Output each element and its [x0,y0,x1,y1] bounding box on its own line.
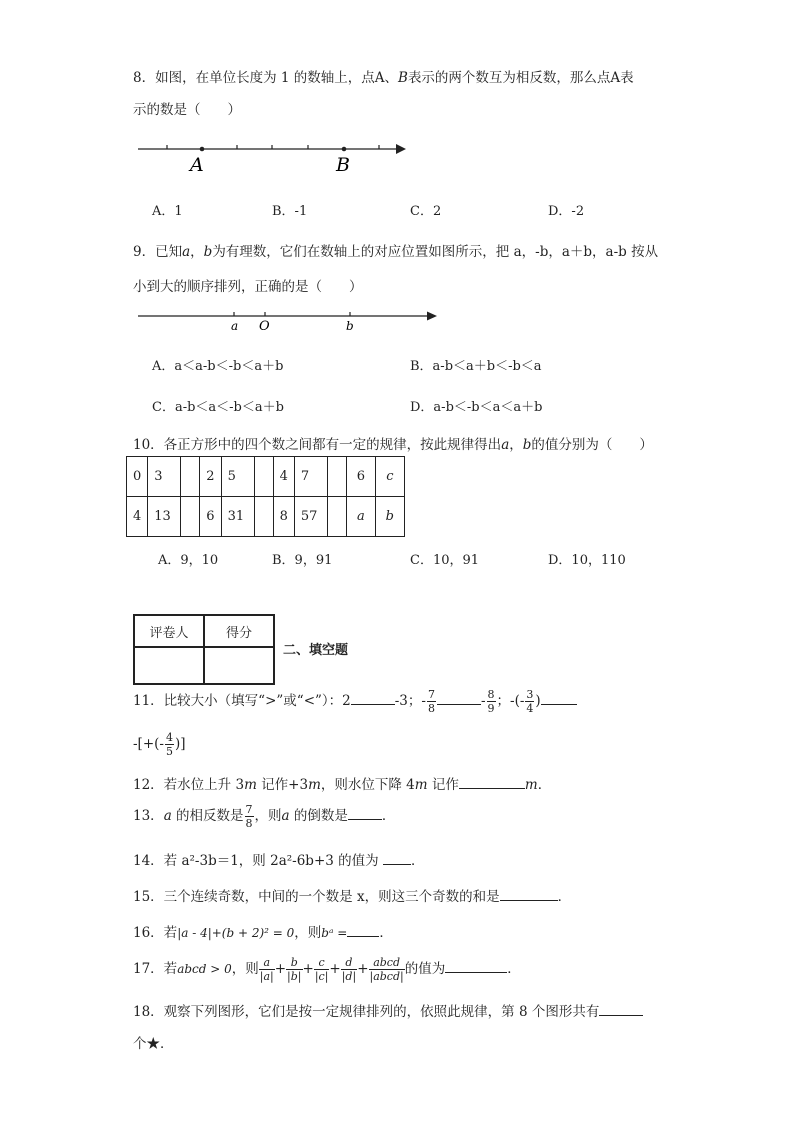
frac-den: |b| [287,970,302,983]
q8-option-c[interactable]: C．2 [410,204,442,219]
q12-prefix: 12．若水位上升 3 [133,777,245,793]
q10-suffix: 的值分别为（ ） [531,437,653,453]
q9-number-line [130,306,450,336]
q11-line2-prefix: -[+(- [133,736,164,752]
q12-unit: m [308,777,321,793]
q8-option-b[interactable]: B．-1 [272,204,308,219]
q9-suffix: 按从 [631,244,659,260]
q11-frac-4 [165,731,174,758]
q9-axis-label-a: a [231,319,239,333]
table-cell: 6 [346,457,375,497]
q13-var: a [163,808,172,824]
q17-term-1 [259,956,275,983]
q12-blank[interactable] [459,776,525,789]
table-cell [254,457,273,497]
q10-option-a[interactable]: A．9，10 [158,553,219,568]
table-cell: b [375,497,404,537]
q13-blank[interactable] [348,807,382,820]
table-cell: c [375,457,404,497]
table-cell: 6 [200,497,221,537]
q9-var-a: a [182,244,191,260]
q9-prefix: 9．已知 [133,244,183,260]
q18-text: 18．观察下列图形，它们是按一定规律排列的，依照此规律，第 8 个图形共有 [133,1004,600,1020]
q15-line [133,885,571,905]
q17-plus: + [357,961,369,977]
q10-option-b[interactable]: B．9，91 [272,553,333,568]
q12-line [133,773,551,793]
q14-blank[interactable] [383,852,411,865]
frac-num: 8 [487,688,495,701]
q14-line [133,849,424,869]
q13-mid: 的相反数是 [171,808,244,824]
q12-mid2: ，则水位下降 4 [320,777,415,793]
section-heading: 二、填空题 [283,643,349,658]
q12-mid: 记作+3 [256,777,309,793]
q15-text: 15．三个连续奇数，中间的一个数是 x，则这三个奇数的和是 [133,889,500,905]
table-cell: 7 [294,457,327,497]
q12-unit: m [524,777,538,793]
q17-term-2 [286,956,302,983]
q13-suffix: 的倒数是 [289,808,348,824]
table-row [127,457,405,497]
q8-text-a: 8．如图，在单位长度为 1 的数轴上，点A、 [133,70,399,86]
q13-end: ． [381,808,396,824]
q14-text: 14．若 a²-3b＝1，则 2a²-6b+3 的值为 [133,853,379,869]
q9-option-c[interactable]: C．a-b＜a＜-b＜a＋b [152,400,284,415]
q9-option-b[interactable]: B．a-b＜a＋b＜-b＜a [410,359,542,374]
q11-blank-1[interactable] [351,692,395,705]
q17-condition: abcd > 0 [177,962,232,976]
q17-mid: ，则 [231,961,259,977]
q12-mid3: 记作 [427,777,459,793]
q11-blank-3[interactable] [541,692,577,705]
q8-point-a-dot [200,147,205,152]
table-cell [327,457,346,497]
table-cell: 4 [273,457,294,497]
q17-plus: + [329,961,341,977]
frac-num: d [341,956,357,970]
q8-axis-label-a: A [190,154,204,176]
q10-prefix: 10．各正方形中的四个数之间都有一定的规律，按此规律得出 [133,437,502,453]
table-cell [181,457,200,497]
table-cell [327,497,346,537]
score-header-score: 得分 [204,615,274,647]
q9-var-b: b [203,244,213,260]
q13-line [133,801,395,831]
q17-suffix: 的值为 [404,961,446,977]
q9-line2: 小到大的顺序排列，正确的是（ ） [133,279,363,295]
q9-mid: 为有理数，它们在数轴上的对应位置如图所示，把 [212,244,510,260]
score-header-grader: 评卷人 [134,615,204,647]
q8-point-b-dot [342,147,347,152]
frac-num: c [314,956,330,970]
q17-plus: + [274,961,287,977]
table-cell: 4 [127,497,148,537]
q11-frac-3 [525,688,534,715]
q8-axis-label-b: B [336,154,350,176]
q11-line2 [133,729,186,759]
table-row [127,497,405,537]
q11-close: ) [535,693,541,709]
q9-axis-label-b: b [346,319,354,333]
q10-var-b: b [522,437,532,453]
q12-unit: m [414,777,428,793]
q13-prefix: 13． [133,808,164,824]
table-cell: 8 [273,497,294,537]
table-cell: 31 [221,497,254,537]
q8-text-b: 表示的两个数互为相反数，那么点A表 [407,70,634,86]
q16-end: ． [379,925,393,941]
q16-prefix: 16．若 [133,925,178,941]
score-value-cell[interactable] [204,647,274,684]
frac-num: 7 [427,688,435,701]
q11-line1 [133,686,577,716]
q17-end: ． [507,961,521,977]
q11-prefix: 11．比较大小（填写“>”或“<”）：2 [133,693,351,709]
table-cell: 0 [127,457,148,497]
table-cell: 3 [148,457,181,497]
frac-den: |abcd| [369,970,404,983]
frac-num: a [259,956,275,970]
frac-den: |c| [314,970,329,983]
frac-num: abcd [369,956,405,970]
table-cell [254,497,273,537]
q17-blank[interactable] [445,960,507,973]
table-cell [181,497,200,537]
q9-option-d[interactable]: D．a-b＜-b＜a＜a＋b [410,400,543,415]
q9-line1 [133,240,658,260]
q16-blank[interactable] [347,924,379,937]
q16-power: bᵃ = [321,926,348,940]
q17-term-5 [369,956,405,983]
table-cell: 5 [221,457,254,497]
q8-option-d[interactable]: D．-2 [548,204,585,219]
q12-unit: m [244,777,257,793]
q11-frac-2 [487,688,496,715]
q8-number-line [130,136,420,181]
q14-end: ． [410,853,425,869]
table-cell: 57 [294,497,327,537]
q11-blank-2[interactable] [437,692,481,705]
score-grader-cell[interactable] [134,647,204,684]
q9-sep: ， [190,244,204,260]
q10-option-c[interactable]: C．10，91 [410,553,480,568]
frac-den: 4 [526,702,534,715]
score-table [133,614,275,685]
q8-option-a[interactable]: A．1 [152,204,183,219]
table-cell: a [346,497,375,537]
q17-term-3 [314,956,330,983]
q9-option-a[interactable]: A．a＜a-b＜-b＜a＋b [152,359,284,374]
frac-den: |d| [341,970,357,983]
q10-line1 [133,433,653,453]
frac-num: 7 [245,803,253,816]
q9-list: a，-b，a＋b，a-b [509,244,632,260]
q9-axis-label-o: O [259,319,270,334]
q15-end: ． [557,889,572,905]
frac-num: b [286,956,302,970]
q13-var2: a [281,808,290,824]
q16-expression: |a - 4|+(b + 2)² = 0 [177,926,295,940]
q18-line1 [133,1000,643,1020]
frac-den: 8 [245,817,253,830]
frac-den: 8 [427,702,435,715]
q16-line [133,921,393,941]
q15-blank[interactable] [500,888,558,901]
q8-point-b: B [398,70,408,86]
q18-blank[interactable] [599,1003,643,1016]
q13-frac [245,803,254,830]
q11-frac-1 [427,688,436,715]
table-cell: 2 [200,457,221,497]
q12-suffix: ． [537,777,552,793]
q8-line1 [133,66,634,86]
q11-minus: - [480,693,486,709]
q11-sep: ；-(- [496,693,525,709]
q10-var-a: a [501,437,510,453]
frac-den: |a| [259,970,274,983]
frac-den: 5 [165,745,173,758]
q11-line2-suffix: )] [174,736,186,752]
q16-mid: ，则 [294,925,322,941]
q17-term-4 [341,956,357,983]
q10-option-d[interactable]: D．10，110 [548,553,626,568]
q17-line [133,953,521,985]
q17-plus: + [302,961,314,977]
q8-line2: 示的数是（ ） [133,102,241,118]
q13-mid2: ，则 [254,808,282,824]
q18-line2: 个★． [133,1036,174,1052]
q10-pattern-table [126,456,405,537]
frac-num: 3 [526,688,534,701]
frac-num: 4 [165,731,173,744]
frac-den: 9 [487,702,495,715]
q11-part1-tail: -3；- [394,693,426,709]
table-cell: 13 [148,497,181,537]
q17-prefix: 17．若 [133,961,178,977]
q10-sep: ， [509,437,523,453]
